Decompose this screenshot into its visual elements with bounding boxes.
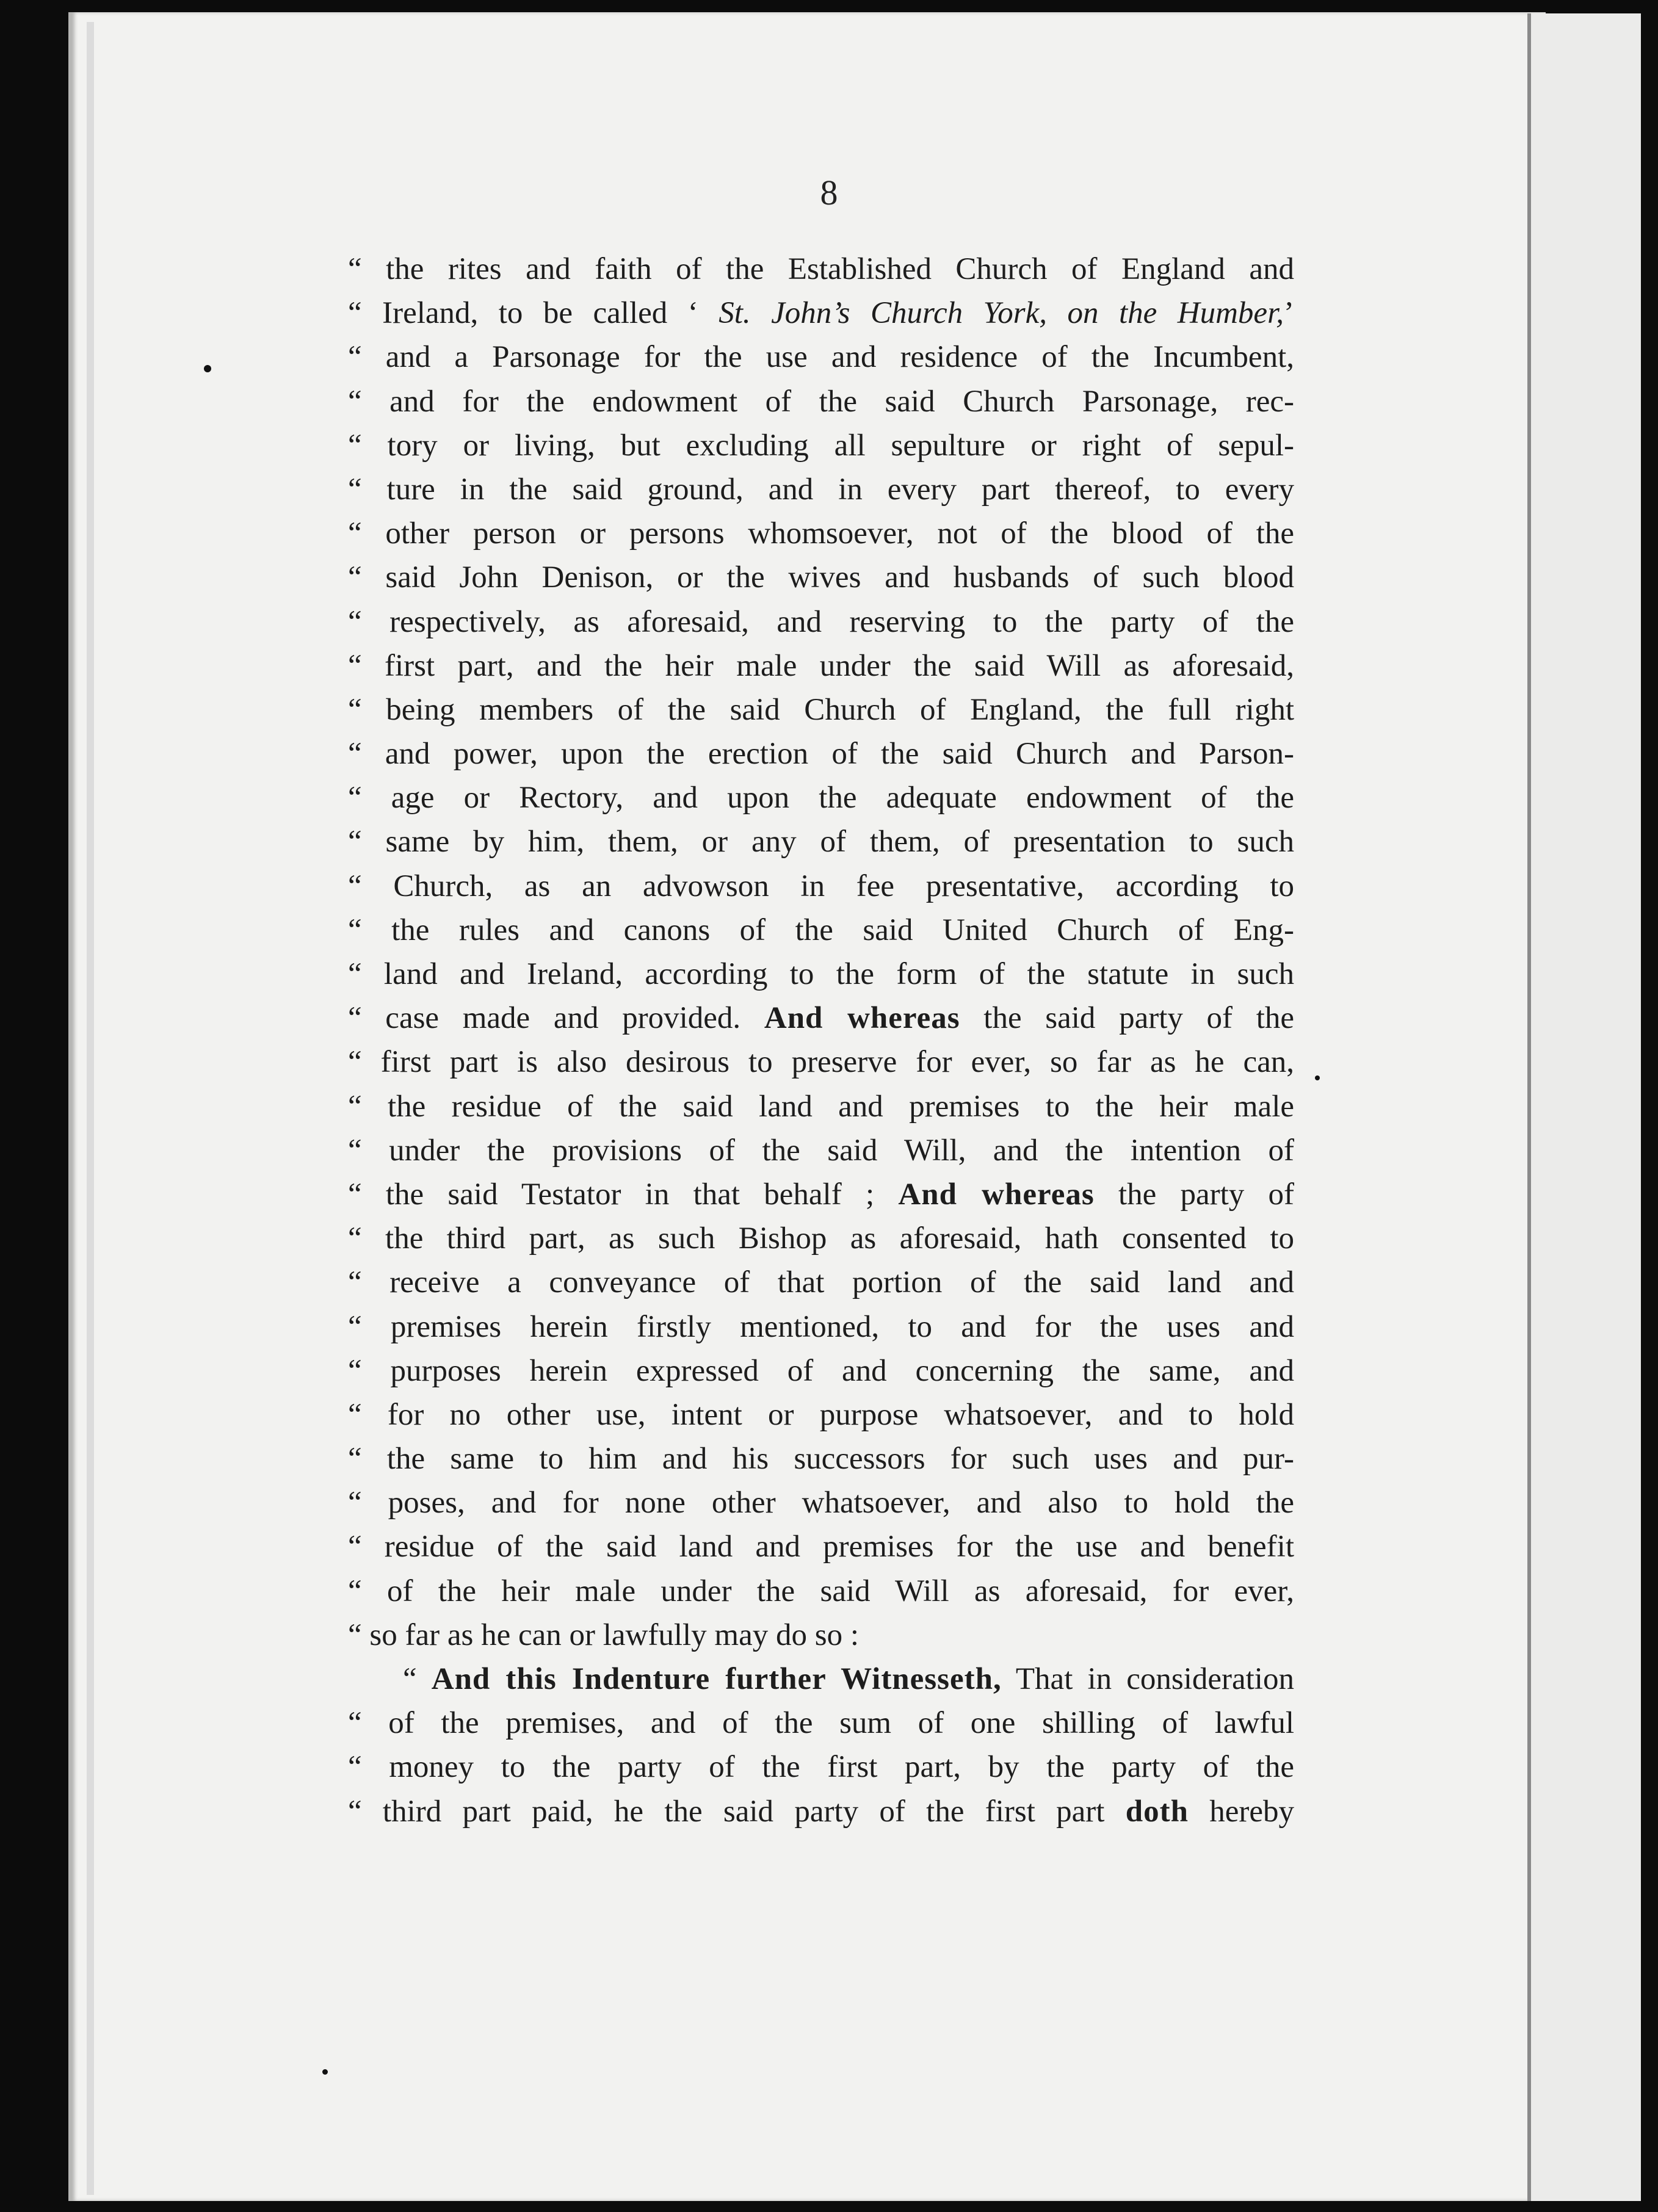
text-segment: “ the residue of the said land and premises to the heir male [348, 1089, 1294, 1124]
text-segment: “ money to the party of the first part, by the party of the [348, 1750, 1294, 1785]
text-line [348, 996, 1294, 1040]
text-segment: “ premises herein firstly mentioned, to and for the uses and [348, 1309, 1294, 1344]
text-line [348, 1305, 1294, 1349]
text-line [348, 380, 1294, 424]
text-line [348, 908, 1294, 952]
text-line [348, 1349, 1294, 1393]
text-segment: “ tory or living, but excluding all sepulture or right of sepul- [348, 428, 1294, 463]
text-line [348, 1129, 1294, 1173]
text-segment: “ for no other use, intent or purpose whatsoever, and to hold [348, 1397, 1294, 1432]
blackletter-phrase: And this Indenture further Witnesseth, [431, 1662, 1002, 1696]
text-line [348, 732, 1294, 776]
text-segment: “ first part is also desirous to preserve for ever, so far as he can, [348, 1045, 1294, 1080]
blackletter-phrase: And whereas [764, 1001, 960, 1036]
text-line [348, 1481, 1294, 1525]
text-segment: ’ [1284, 296, 1294, 331]
text-segment: “ receive a conveyance of that portion of the said land and [348, 1265, 1294, 1300]
text-segment: “ case made and provided. [348, 1001, 764, 1036]
text-segment: “ ture in the said ground, and in every part thereof, to every [348, 472, 1294, 507]
text-segment: the party of [1094, 1177, 1295, 1212]
text-segment: “ and for the endowment of the said Church Parsonage, rec- [348, 384, 1294, 419]
text-line [348, 1525, 1294, 1569]
text-segment: “ purposes herein expressed of and concerning the same, and [348, 1353, 1294, 1388]
text-line [348, 600, 1294, 644]
text-segment: “ under the provisions of the said Will, and the intention of [348, 1133, 1294, 1168]
text-segment: “ so far as he can or lawfully may do so : [348, 1617, 859, 1652]
text-line [348, 1260, 1294, 1304]
text-segment: hereby [1188, 1794, 1295, 1829]
text-segment: “ and a Parsonage for the use and residence of the Incumbent, [348, 340, 1294, 375]
page-number: 8 [820, 173, 838, 212]
ink-speck [204, 365, 211, 372]
text-segment: “ age or Rectory, and upon the adequate endowment of the [348, 781, 1294, 815]
text-segment: “ [403, 1662, 432, 1696]
text-line [348, 1393, 1294, 1437]
text-segment: “ Ireland, to be called ‘ [348, 296, 719, 331]
text-line [348, 688, 1294, 732]
text-line [348, 952, 1294, 996]
text-segment: “ the rules and canons of the said United Church of Eng- [348, 913, 1294, 947]
text-segment: “ of the premises, and of the sum of one shilling of lawful [348, 1706, 1294, 1741]
text-segment: That in consideration [1001, 1662, 1294, 1696]
text-segment: “ other person or persons whomsoever, not of the blood of the [348, 516, 1294, 551]
text-segment: “ of the heir male under the said Will as aforesaid, for ever, [348, 1574, 1294, 1608]
text-line [348, 864, 1294, 908]
text-segment: “ the rites and faith of the Established Church of England and [348, 252, 1294, 286]
page-gutter-shadow [87, 22, 94, 2195]
page-body-text [348, 247, 1294, 1834]
text-line [348, 1569, 1294, 1613]
text-line [348, 1173, 1294, 1216]
text-segment: “ and power, upon the erection of the said Church and Parson- [348, 737, 1294, 772]
text-line [348, 1745, 1294, 1789]
text-line [348, 555, 1294, 599]
text-line [348, 644, 1294, 688]
text-segment: “ respectively, as aforesaid, and reserving to the party of the [348, 604, 1294, 639]
text-segment: “ same by him, them, or any of them, of presentation to such [348, 825, 1294, 859]
blackletter-phrase: And whereas [898, 1177, 1095, 1212]
text-line [348, 1216, 1294, 1260]
text-line [348, 247, 1294, 291]
text-line [348, 291, 1294, 335]
text-line [348, 511, 1294, 555]
text-line [348, 1613, 1294, 1657]
text-segment: “ being members of the said Church of England, the full right [348, 692, 1294, 727]
text-segment: “ residue of the said land and premises for the use and benefit [348, 1530, 1294, 1564]
text-segment: “ the said Testator in that behalf ; [348, 1177, 899, 1212]
text-segment: “ Church, as an advowson in fee presentative, according to [348, 869, 1294, 903]
text-segment: “ land and Ireland, according to the form of the statute in such [348, 957, 1294, 991]
text-line [348, 335, 1294, 379]
text-line [348, 776, 1294, 820]
text-line [348, 1437, 1294, 1481]
adjacent-page-edge [1527, 13, 1641, 2201]
ink-speck [322, 2069, 328, 2075]
text-line [348, 1085, 1294, 1129]
text-segment: “ the same to him and his successors for such uses and pur- [348, 1442, 1294, 1476]
ink-speck [1315, 1075, 1320, 1080]
text-line [348, 1790, 1294, 1834]
text-line [348, 820, 1294, 864]
text-line [348, 1040, 1294, 1084]
italic-phrase: St. John’s Church York, on the Humber, [719, 296, 1284, 331]
text-segment: the said party of the [960, 1001, 1294, 1036]
text-segment: “ said John Denison, or the wives and husbands of such blood [348, 560, 1294, 595]
text-segment: “ the third part, as such Bishop as aforesaid, hath consented to [348, 1221, 1294, 1256]
text-segment: “ first part, and the heir male under the said Will as aforesaid, [348, 648, 1294, 683]
text-segment: “ third part paid, he the said party of the first part [348, 1794, 1126, 1829]
text-segment: “ poses, and for none other whatsoever, and also to hold the [348, 1486, 1294, 1520]
text-line [348, 1657, 1294, 1701]
text-line [348, 468, 1294, 511]
blackletter-phrase: doth [1125, 1794, 1189, 1829]
text-line [348, 1701, 1294, 1745]
text-line [348, 424, 1294, 468]
